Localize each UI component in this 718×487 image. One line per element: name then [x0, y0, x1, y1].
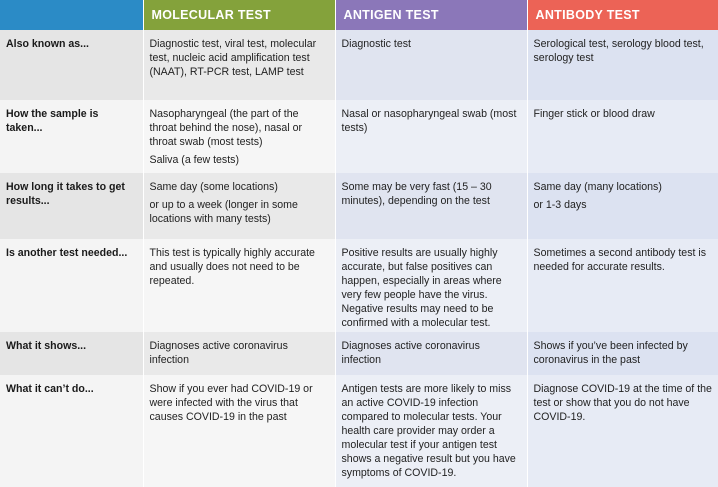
cell-antigen — [335, 100, 527, 173]
row-what-it-shows — [0, 332, 718, 375]
header-corner — [0, 0, 143, 30]
cell-antigen — [335, 173, 527, 239]
cell-text: Nasopharyngeal (the part of the throat behind the nose), nasal or throat swab (most tests) — [149, 108, 303, 148]
cell-text: Same day (some locations) — [149, 181, 278, 193]
cell-molecular — [143, 239, 335, 332]
header-antigen-test: ANTIGEN TEST — [335, 0, 527, 30]
cell-molecular — [143, 375, 335, 487]
cell-text: Finger stick or blood draw — [533, 108, 655, 120]
row-also-known-as — [0, 30, 718, 100]
cell-text: Same day (many locations) — [533, 181, 662, 193]
row-another-test-needed — [0, 239, 718, 332]
row-label: Is another test needed... — [0, 239, 143, 332]
header-row — [0, 0, 718, 30]
cell-antibody — [527, 30, 718, 100]
cell-text: Diagnostic test, viral test, molecular test, nucleic acid amplification test (NAAT), RT-PCR test, LAMP test — [149, 38, 317, 78]
cell-molecular — [143, 173, 335, 239]
cell-molecular — [143, 332, 335, 375]
cell-text: Diagnoses active coronavirus infection — [341, 340, 480, 366]
cell-text: Antigen tests are more likely to miss an active COVID-19 infection compared to molecular tests. Your health care provider may order a molecular test if your antigen test shows a negative result but you have symptoms of COVID-19. — [341, 383, 516, 479]
cell-text: Diagnostic test — [341, 38, 411, 50]
cell-text: Some may be very fast (15 – 30 minutes), depending on the test — [341, 181, 492, 207]
cell-text: or 1-3 days — [533, 199, 587, 211]
row-how-sample-taken — [0, 100, 718, 173]
cell-text: Nasal or nasopharyngeal swab (most tests) — [341, 108, 517, 134]
cell-molecular — [143, 100, 335, 173]
header-antibody-test: ANTIBODY TEST — [527, 0, 718, 30]
cell-text: This test is typically highly accurate and usually does not need to be repeated. — [149, 247, 315, 287]
cell-text: Saliva (a few tests) — [149, 154, 239, 166]
cell-antibody — [527, 239, 718, 332]
cell-text: Shows if you’ve been infected by coronavirus in the past — [533, 340, 688, 366]
cell-text: Diagnoses active coronavirus infection — [149, 340, 288, 366]
header-molecular-test: MOLECULAR TEST — [143, 0, 335, 30]
cell-text: Positive results are usually highly accurate, but false positives can happen, especially in areas where very few people have the virus. Negative results may need to be confirmed with a molecular test. — [341, 247, 502, 329]
row-label: How long it takes to get results... — [0, 173, 143, 239]
cell-antigen — [335, 375, 527, 487]
cell-antibody — [527, 173, 718, 239]
row-time-to-results — [0, 173, 718, 239]
row-label: What it can’t do... — [0, 375, 143, 487]
cell-antibody — [527, 332, 718, 375]
cell-antigen — [335, 30, 527, 100]
cell-antibody — [527, 100, 718, 173]
cell-molecular — [143, 30, 335, 100]
row-label: How the sample is taken... — [0, 100, 143, 173]
row-what-it-cant-do — [0, 375, 718, 487]
row-label: Also known as... — [0, 30, 143, 100]
cell-text: Show if you ever had COVID-19 or were infected with the virus that causes COVID-19 in the past — [149, 383, 313, 423]
row-label: What it shows... — [0, 332, 143, 375]
cell-text: Sometimes a second antibody test is needed for accurate results. — [533, 247, 707, 273]
cell-antigen — [335, 332, 527, 375]
cell-text: or up to a week (longer in some locations with many tests) — [149, 199, 298, 225]
cell-text: Serological test, serology blood test, serology test — [533, 38, 704, 64]
cell-text: Diagnose COVID-19 at the time of the test or show that you do not have COVID-19. — [533, 383, 712, 423]
cell-antibody — [527, 375, 718, 487]
cell-antigen — [335, 239, 527, 332]
